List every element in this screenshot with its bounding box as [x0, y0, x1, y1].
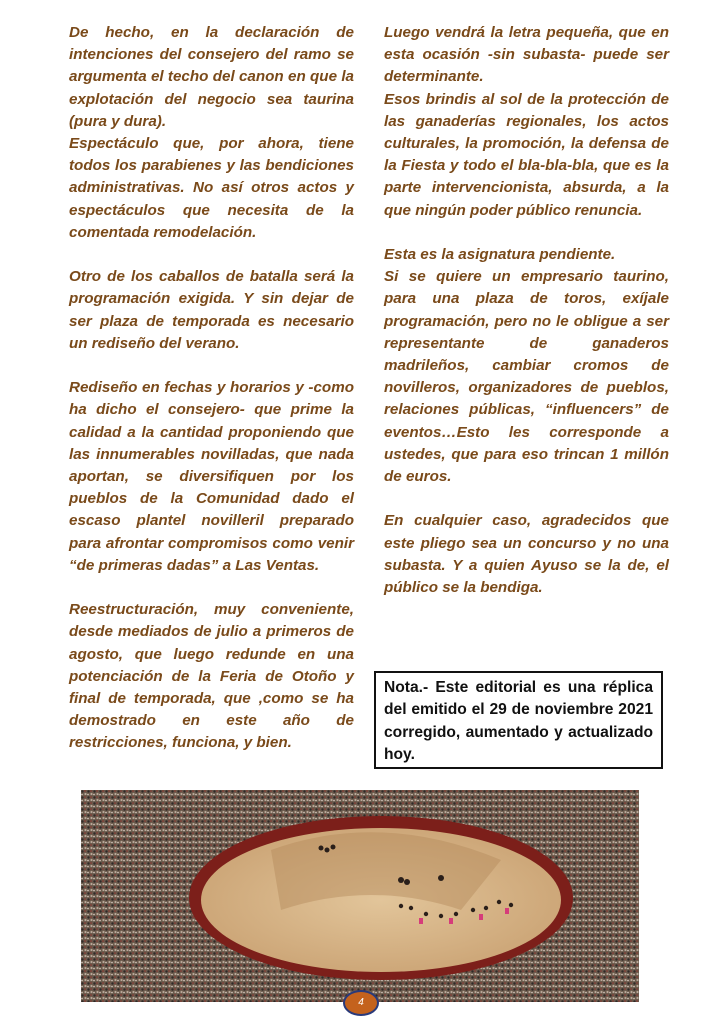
right-paragraph-2: Esos brindis al sol de la protección de las ganaderías regionales, los actos culturales, la promoción, la defensa de la Fiesta y todo el bla-bla-bla, que es la parte intervencionista, absurda, a la que ningún poder público renuncia. — [384, 90, 669, 219]
bullring-photo — [81, 790, 639, 1002]
right-paragraph-3: Esta es la asignatura pendiente. — [384, 246, 616, 264]
page-number-badge: 4 — [343, 990, 379, 1016]
right-paragraph-5: En cualquier caso, agradecidos que este pliego sea un concurso y no una subasta. Y a quien Ayuso se la de, el público se la bendiga. — [384, 512, 669, 597]
editorial-note-text: Nota.- Este editorial es una réplica del emitido el 29 de noviembre 2021 corregido, aumentado y actualizado hoy. — [384, 679, 653, 764]
bullring-illustration — [81, 790, 639, 1002]
left-paragraph-5: Reestructuración, muy conveniente, desde mediados de julio a primeros de agosto, que luego redunde en una potenciación de la Feria de Otoño y final de temporada, que ,como se ha demostrado en este año de restricciones, funciona, y bien. — [69, 601, 354, 752]
right-column — [384, 22, 669, 599]
right-paragraph-4: Si se quiere un empresario taurino, para una plaza de toros, exíjale programación, pero no le obligue a ser representante de ganaderos madrileños, cambiar cromos de novilleros, organizadores de pueblos, relaciones públicas, “influencers” de eventos…Esto les corresponde a ustedes, que para eso trincan 1 millón de euros. — [384, 268, 669, 486]
left-paragraph-2: Espectáculo que, por ahora, tiene todos los parabienes y las bendiciones administrativas. No así otros actos y espectáculos que necesita de la comentada remodelación. — [69, 135, 354, 241]
editorial-note-box — [374, 671, 663, 769]
left-paragraph-4: Rediseño en fechas y horarios y -como ha dicho el consejero- que prime la calidad a la cantidad proponiendo que las innumerables novilladas, que nada aportan, se diversifiquen por los pueblos de la Comunidad dado el escaso plantel novilleril preparado para afrontar compromisos como venir “de primeras dadas” a Las Ventas. — [69, 379, 354, 574]
right-paragraph-1: Luego vendrá la letra pequeña, que en esta ocasión -sin subasta- puede ser determinante. — [384, 24, 669, 86]
left-column — [69, 22, 354, 755]
left-paragraph-1: De hecho, en la declaración de intenciones del consejero del ramo se argumenta el techo del canon en que la explotación del negocio sea taurina (pura y dura). — [69, 24, 354, 130]
left-paragraph-3: Otro de los caballos de batalla será la programación exigida. Y sin dejar de ser plaza de temporada es necesario un rediseño del verano. — [69, 268, 354, 352]
